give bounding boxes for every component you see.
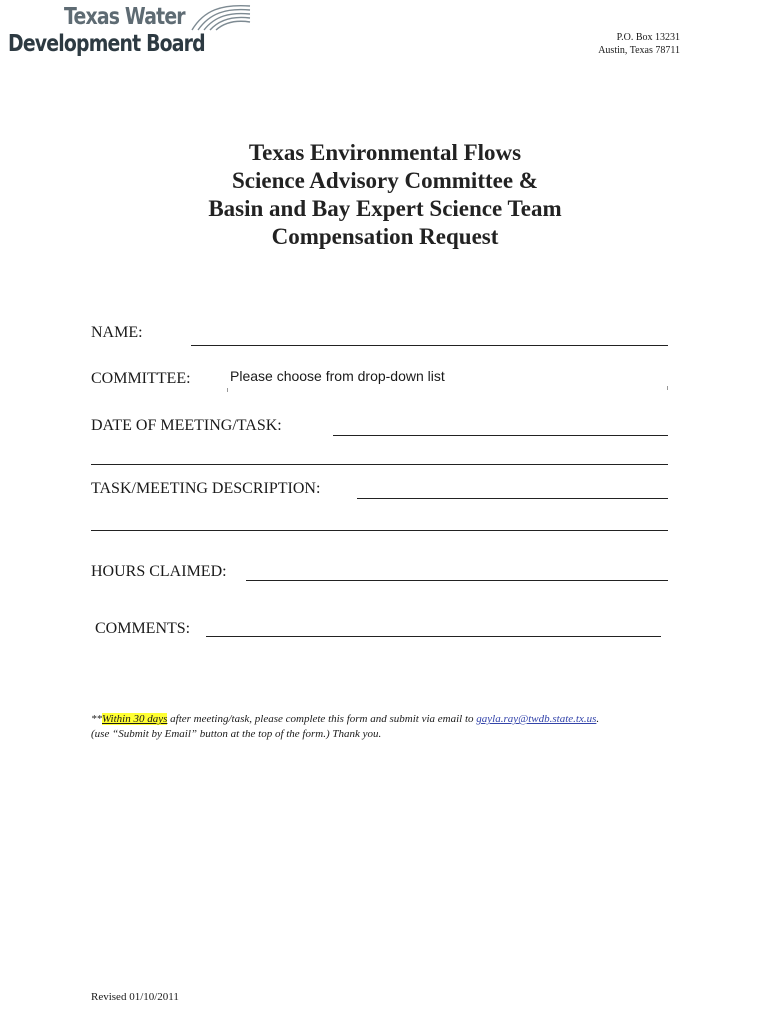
form-title [0, 139, 770, 251]
description-field-continuation[interactable] [91, 530, 668, 531]
name-label: NAME: [91, 324, 143, 341]
logo-line-2: Development Board [8, 31, 205, 57]
note-suffix: . [596, 713, 600, 725]
address-line-2: Austin, Texas 78711 [598, 45, 680, 56]
water-swoosh-icon [190, 2, 252, 32]
deadline-highlight: Within 30 days [102, 713, 168, 725]
comments-field[interactable] [206, 636, 661, 637]
email-link[interactable]: gayla.ray@twdb.state.tx.us [476, 713, 597, 725]
note-line-1 [91, 712, 691, 727]
title-line-4: Compensation Request [271, 224, 499, 249]
description-label: TASK/MEETING DESCRIPTION: [91, 480, 321, 497]
twdb-logo [8, 2, 258, 64]
committee-dropdown[interactable]: Please choose from drop-down list [230, 368, 445, 384]
note-middle: after meeting/task, please complete this form and submit via email to [167, 713, 477, 725]
note-line-2: (use “Submit by Email” button at the top of the form.) Thank you. [91, 728, 382, 740]
comments-label: COMMENTS: [95, 620, 191, 637]
dropdown-right-tick [667, 386, 668, 390]
mailing-address [598, 31, 680, 57]
name-field[interactable] [191, 345, 668, 346]
title-line-2: Science Advisory Committee & [232, 168, 538, 193]
note-prefix: ** [91, 713, 102, 725]
revision-date: Revised 01/10/2011 [91, 991, 179, 1003]
logo-line-1: Texas Water [64, 4, 185, 30]
date-label: DATE OF MEETING/TASK: [91, 417, 282, 434]
hours-field[interactable] [246, 580, 668, 581]
title-line-1: Texas Environmental Flows [248, 140, 522, 165]
title-line-3: Basin and Bay Expert Science Team [208, 196, 562, 221]
submission-note [91, 712, 691, 742]
hours-label: HOURS CLAIMED: [91, 563, 227, 580]
committee-label: COMMITTEE: [91, 370, 191, 387]
dropdown-left-tick [227, 388, 228, 392]
date-field-continuation[interactable] [91, 464, 668, 465]
address-line-1: P.O. Box 13231 [616, 32, 680, 43]
date-field[interactable] [333, 435, 668, 436]
description-field[interactable] [357, 498, 668, 499]
